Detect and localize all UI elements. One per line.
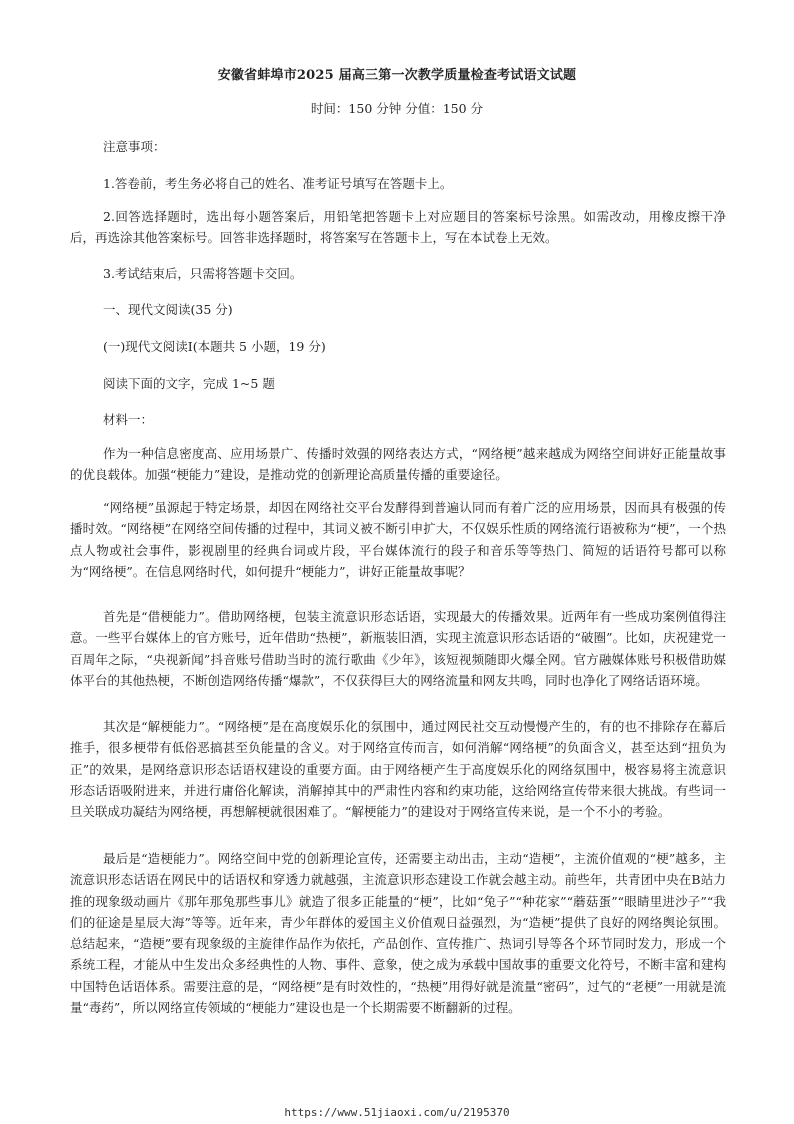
section-heading: 一、现代文阅读(35 分): [103, 302, 233, 317]
notice-heading: 注意事项：: [103, 139, 166, 154]
material-label: 材料一：: [103, 412, 154, 427]
section-subheading: (一)现代文阅读Ⅰ(本题共 5 小题，19 分): [103, 339, 326, 354]
paragraph: “网络梗”虽源起于特定场景，却因在网络社交平台发酵得到普遍认同而有着广泛的应用场景，因而具有极强的传播时效。“网络梗”在网络空间传播的过程中，其词义被不断引申扩大，不仅娱乐性质的网络流行语被称为“梗”，一个热点人物或社会事件，影视剧里的经典台词或片段，平台媒体流行的段子和音乐等等热门、简短的话语符号都可以称为“网络梗”。在信息网络时代，如何提升“梗能力”，讲好正能量故事呢？: [70, 500, 726, 579]
exam-title: 安徽省蚌埠市2025 届高三第一次教学质量检查考试语文试题: [217, 68, 577, 83]
reading-instruction: 阅读下面的文字，完成 1~5 题: [103, 376, 275, 391]
notice-item-1: 1.答卷前，考生务必将自己的姓名、准考证号填写在答题卡上。: [103, 176, 453, 191]
notice-item-3: 3.考试结束后，只需将答题卡交回。: [103, 266, 303, 281]
exam-time-score: 时间：150 分钟 分值：150 分: [310, 101, 484, 116]
footer-link[interactable]: https://www.51jiaoxi.com/u/2195370: [284, 1106, 510, 1119]
paragraph: 其次是“解梗能力”。“网络梗”是在高度娱乐化的氛围中，通过网民社交互动慢慢产生的，有的也不排除存在幕后推手，很多梗带有低俗恶搞甚至负能量的含义。对于网络宣传而言，如何消解“网络梗”的负面含义，甚至达到“扭负为正”的效果，是网络意识形态话语权建设的重要方面。由于网络梗产生于高度娱乐化的网络氛围中，极容易将主流意识形态话语吸附进来，并进行庸俗化解读，消解掉其中的严肃性内容和约束功能，这给网络宣传带来很大挑战。有些词一旦关联成功凝结为网络梗，再想解梗就很困难了。“解梗能力”的建设对于网络宣传来说，是一个不小的考验。: [70, 719, 726, 820]
paragraph: 首先是“借梗能力”。借助网络梗，包装主流意识形态话语，实现最大的传播效果。近两年有一些成功案例值得注意。一些平台媒体上的官方账号，近年借助“热梗”，新瓶装旧酒，实现主流意识形态话语的“破圈”。比如，庆祝建党一百周年之际，“央视新闻”抖音账号借助当时的流行歌曲《少年》，该短视频随即火爆全网。官方融媒体账号积极借助媒体平台的其他热梗，不断创造网络传播“爆款”，不仅获得巨大的网络流量和网友共鸣，同时也净化了网络话语环境。: [70, 609, 726, 688]
paragraph: 作为一种信息密度高、应用场景广、传播时效强的网络表达方式，“网络梗”越来越成为网络空间讲好正能量故事的优良载体。加强“梗能力”建设，是推动党的创新理论高质量传播的重要途径。: [70, 446, 726, 483]
paragraph: 最后是“造梗能力”。网络空间中党的创新理论宣传，还需要主动出击，主动“造梗”，主流价值观的“梗”越多，主流意识形态话语在网民中的话语权和穿透力就越强，主流意识形态建设工作就会越主动。前些年，共青团中央在B站力推的现象级动画片《那年那兔那些事儿》就造了很多正能量的“梗”，比如“兔子”“种花家”“蘑菇蛋”“眼睛里进沙子”“我们的征途是星辰大海”等等。近年来，青少年群体的爱国主义价值观日益强烈，为“造梗”提供了良好的网络舆论氛围。总结起来，“造梗”要有现象级的主旋律作品作为依托，产品创作、宣传推广、热词引导等各个环节同时发力，形成一个系统工程，才能从中生发出众多经典性的人物、事件、意象，使之成为承载中国故事的重要文化符号，不断丰富和建构中国特色话语体系。需要注意的是，“网络梗”是有时效性的，“热梗”用得好就是流量“密码”，过气的“老梗”一用就是流量“毒药”，所以网络宣传领域的“梗能力”建设也是一个长期需要不断翻新的过程。: [70, 851, 726, 1016]
notice-item-2: 2.回答选择题时，选出每小题答案后，用铅笔把答题卡上对应题目的答案标号涂黑。如需改动，用橡皮擦干净后，再选涂其他答案标号。回答非选择题时，将答案写在答题卡上，写在本试卷上无效。: [70, 209, 726, 246]
